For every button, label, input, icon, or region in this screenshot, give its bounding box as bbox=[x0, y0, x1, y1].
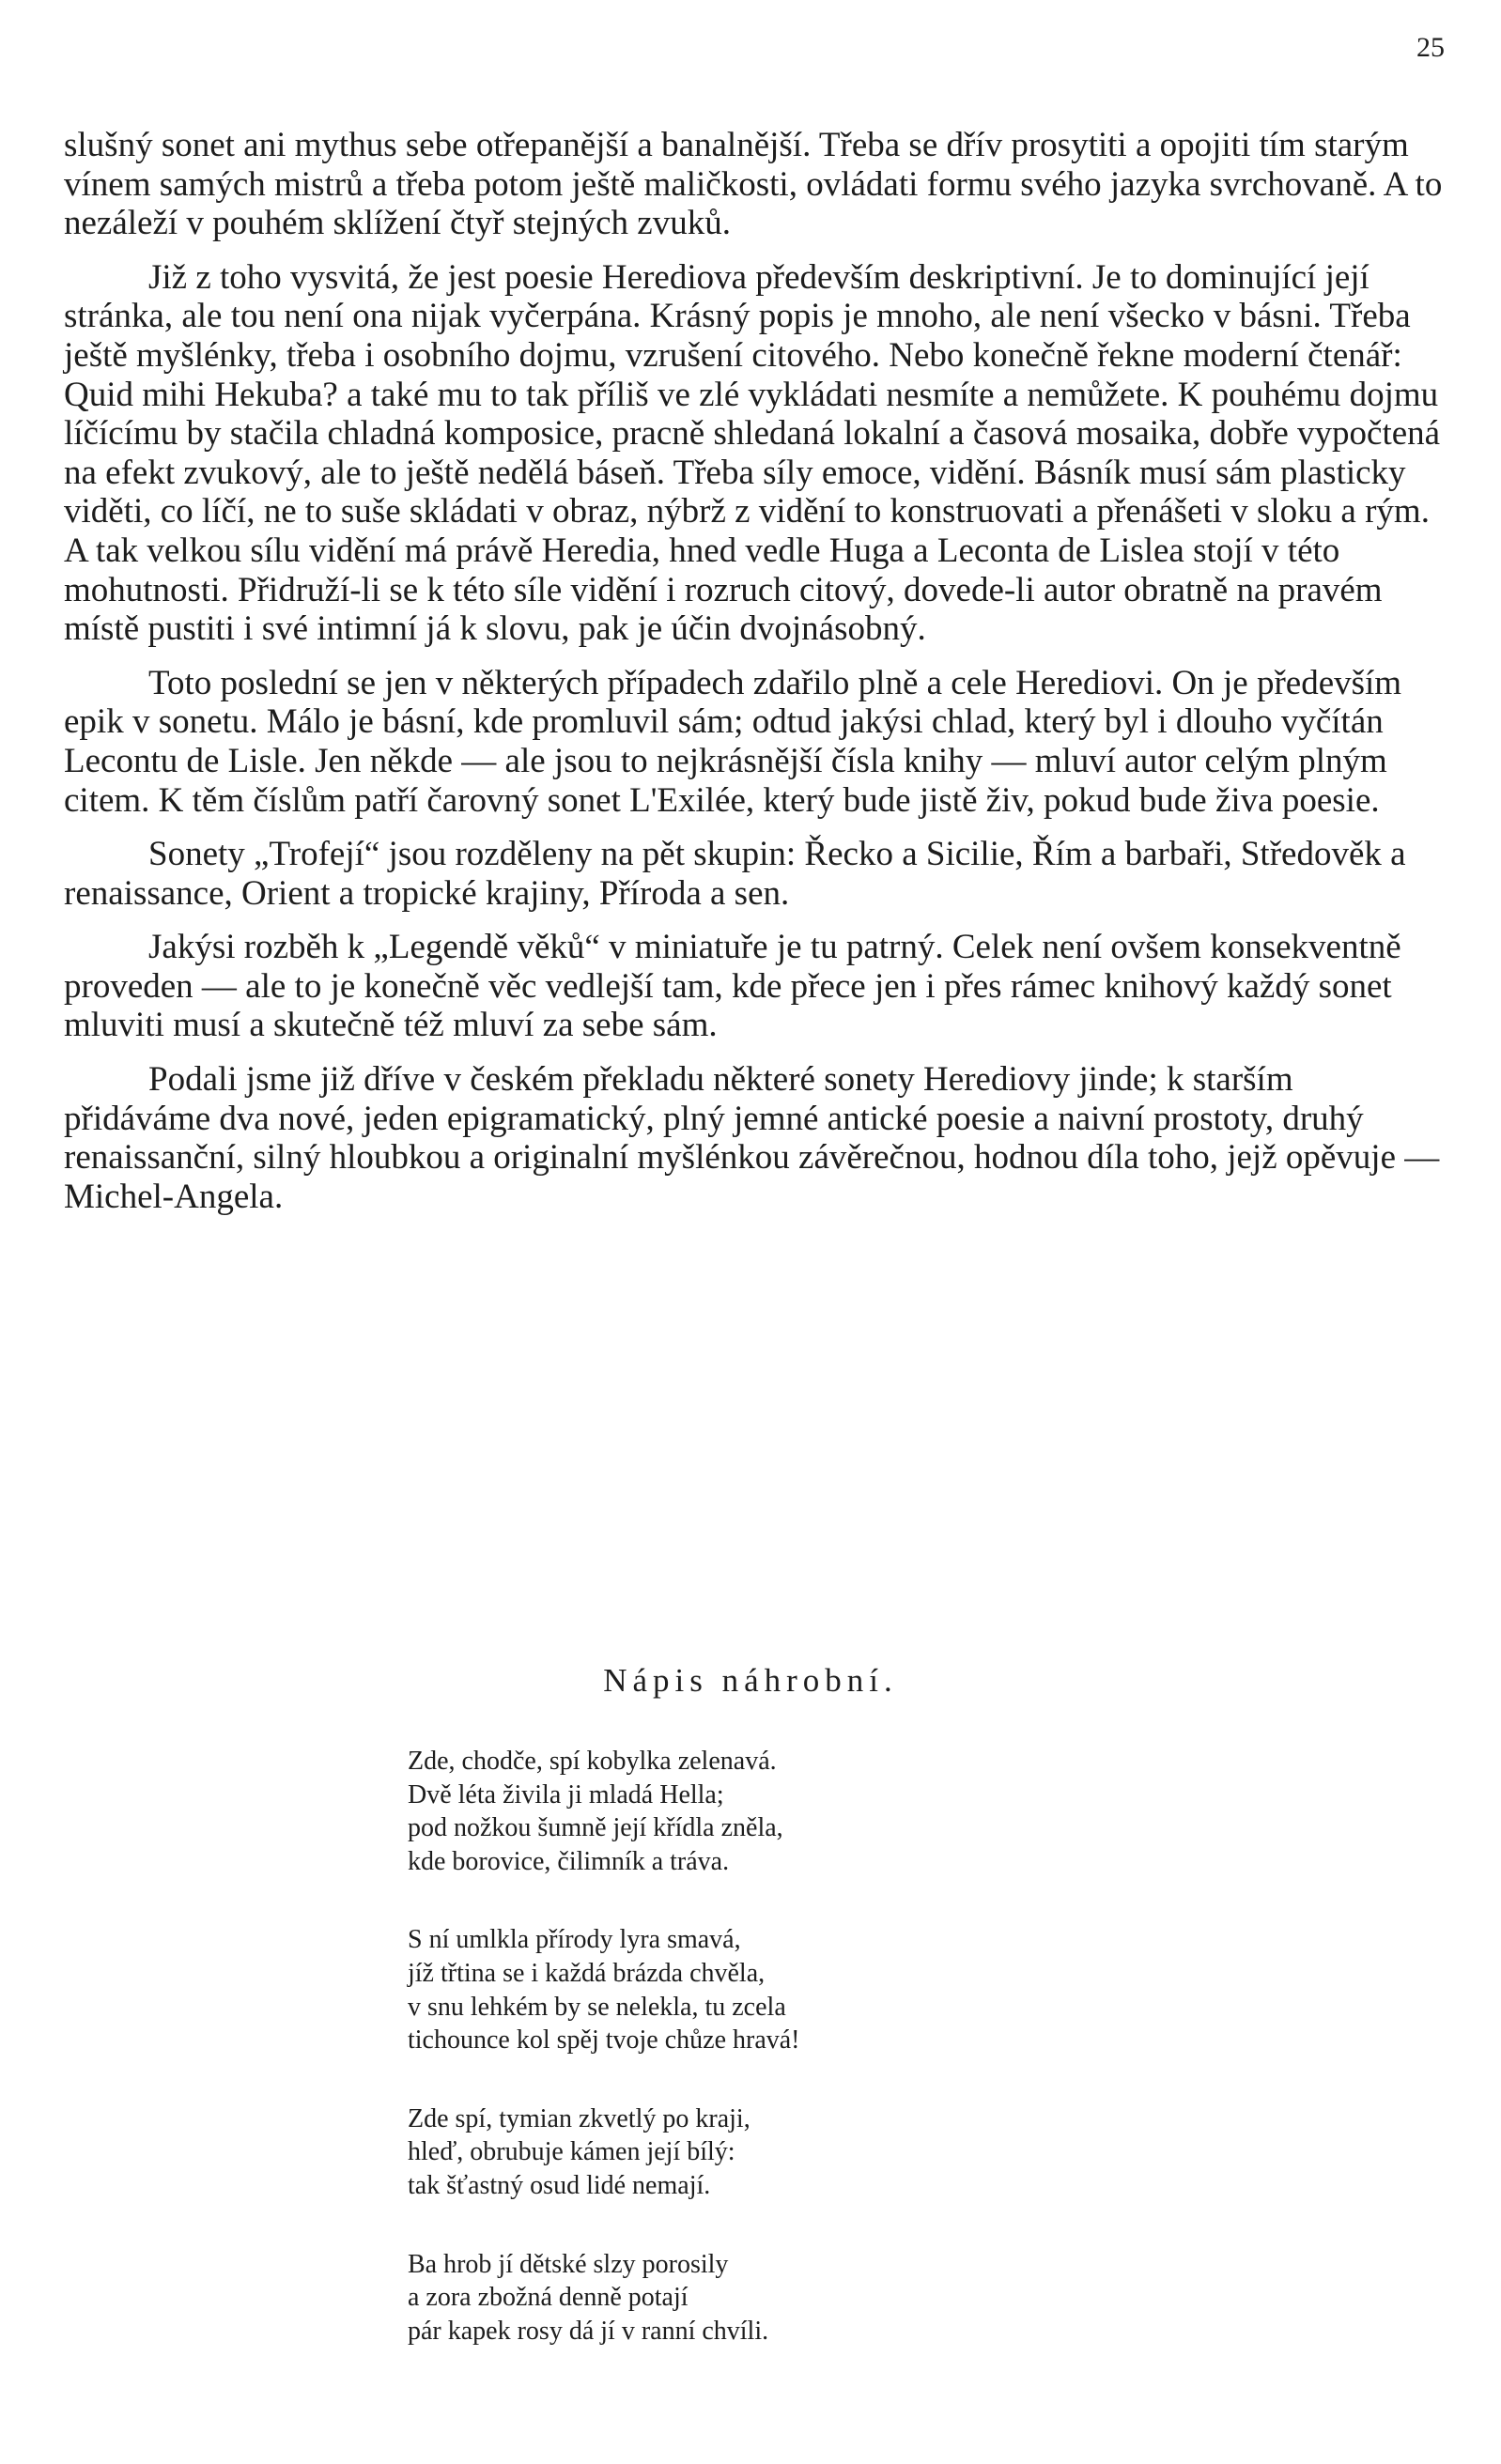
paragraph-2: Již z toho vysvitá, že jest poesie Herediova především deskriptivní. Je to dominující její stránka, ale tou není ona nijak vyčerpána. Krásný popis je mnoho, ale není všecko v básni. Třeba ještě myšlénky, třeba i osobního dojmu, vzrušení citového. Nebo konečně řekne moderní čtenář: Quid mihi Hekuba? a také mu to tak příliš ve zlé vykládati nesmíte a nemůžete. K pouhému dojmu líčícímu by stačila chladná komposice, pracně shledaná lokalní a časová mosaika, dobře vypočtená na efekt zvukový, ale to ještě nedělá báseň. Třeba síly emoce, vidění. Básník musí sám plasticky viděti, co líčí, ne to suše skládati v obraz, nýbrž z vidění to konstruovati a přenášeti v sloku a rým. A tak velkou sílu vidění má právě Heredia, hned vedle Huga a Leconta de Lislea stojí v této mohutnosti. Přidruží-li se k této síle vidění i rozruch citový, dovede-li autor obratně na pravém místě pustiti i své intimní já k slovu, pak je účin dvojnásobný. bbox=[64, 257, 1441, 649]
poem-line: Ba hrob jí dětské slzy porosily bbox=[408, 2249, 729, 2279]
poem-line: v snu lehkém by se nelekla, tu zcela bbox=[408, 1992, 786, 2022]
poem-stanza-1 bbox=[408, 1745, 1347, 1878]
poem-line: Zde spí, tymian zkvetlý po kraji, bbox=[408, 2103, 750, 2133]
body-text bbox=[64, 126, 1445, 1216]
poem-line: hleď, obrubuje kámen její bílý: bbox=[408, 2137, 735, 2167]
paragraph-3: Toto poslední se jen v některých případech zdařilo plně a cele Herediovi. On je především epik v sonetu. Málo je básní, kde promluvil sám; odtud jakýsi chlad, který byl i dlouho vyčítán Lecontu de Lisle. Jen někde — ale jsou to nejkrásnější čísla knihy — mluví autor celým plným citem. K těm číslům patří čarovný sonet L'Exilée, který bude jistě živ, pokud bude živa poesie. bbox=[64, 663, 1402, 820]
paragraph-6: Podali jsme již dříve v českém překladu některé sonety Herediovy jinde; k starším přidáváme dva nové, jeden epigramatický, plný jemné antické poesie a naivní prostoty, druhý renaissanční, silný hloubkou a originalní myšlénkou závěrečnou, hodnou díla toho, jejž opěvuje — Michel-Angela. bbox=[64, 1060, 1440, 1216]
paragraph-1: slušný sonet ani mythus sebe otřepanější a banalnější. Třeba se dřív prosytiti a opojiti tím starým vínem samých mistrů a třeba potom ještě maličkosti, ovládati formu svého jazyka svrchovaně. A to nezáleží v pouhém sklížení čtyř stejných zvuků. bbox=[64, 126, 1443, 243]
paragraph-5: Jakýsi rozběh k „Legendě věků“ v miniatuře je tu patrný. Celek není ovšem konsekventně proveden — ale to je konečně věc vedlejší tam, kde přece jen i přes rámec knihový každý sonet mluviti musí a skutečně též mluví za sebe sám. bbox=[64, 928, 1401, 1045]
poem-stanza-3 bbox=[408, 2102, 1347, 2203]
poem-line: pár kapek rosy dá jí v ranní chvíli. bbox=[408, 2316, 769, 2346]
poem-line: a zora zbožná denně potají bbox=[408, 2283, 689, 2313]
poem-line: S ní umlkla přírody lyra smavá, bbox=[408, 1925, 741, 1955]
poem-line: jíž třtina se i každá brázda chvěla, bbox=[408, 1958, 766, 1988]
poem-line: tichounce kol spěj tvoje chůze hravá! bbox=[408, 2025, 800, 2056]
poem-title: Nápis náhrobní. bbox=[603, 1662, 898, 1699]
poem bbox=[408, 1745, 1347, 2393]
poem-line: kde borovice, čilimník a tráva. bbox=[408, 1846, 730, 1876]
poem-line: pod nožkou šumně její křídla zněla, bbox=[408, 1813, 783, 1843]
poem-line: Dvě léta živila ji mladá Hella; bbox=[408, 1779, 724, 1810]
paragraph-4: Sonety „Trofejí“ jsou rozděleny na pět skupin: Řecko a Sicilie, Řím a barbaři, Středověk a renaissance, Orient a tropické krajiny, Příroda a sen. bbox=[64, 835, 1406, 913]
poem-stanza-4 bbox=[408, 2248, 1347, 2348]
poem-line: tak šťastný osud lidé nemají. bbox=[408, 2170, 711, 2200]
page-number: 25 bbox=[1416, 32, 1445, 63]
poem-stanza-2 bbox=[408, 1923, 1347, 2056]
poem-line: Zde, chodče, spí kobylka zelenavá. bbox=[408, 1747, 777, 1776]
